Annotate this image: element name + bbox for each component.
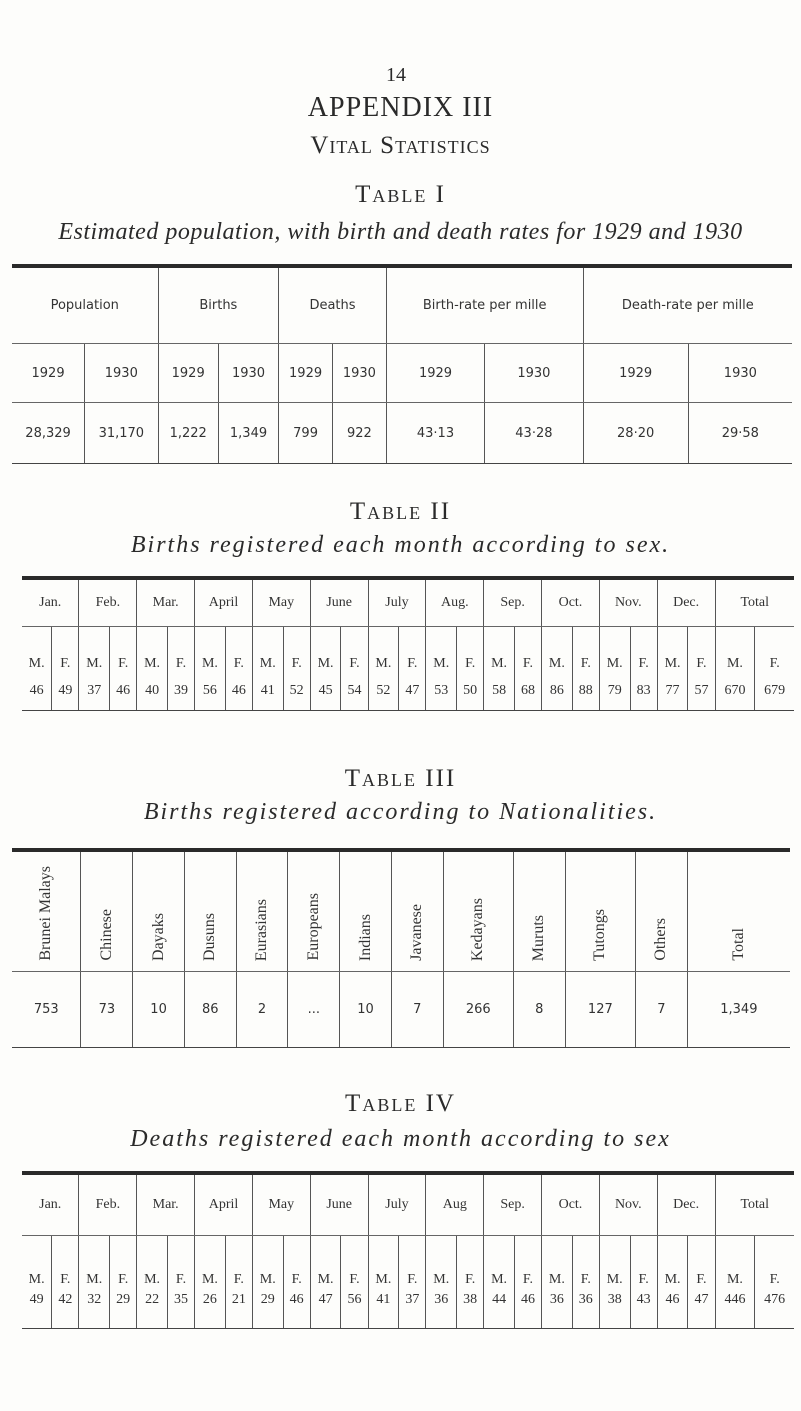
sex-header: M. xyxy=(28,1272,45,1287)
sex-header: M. xyxy=(542,1236,573,1289)
sex-header: F. xyxy=(688,1236,715,1289)
table-cell: 46 xyxy=(283,1288,310,1329)
month-header: July xyxy=(368,1173,426,1236)
nationality-label: Muruts xyxy=(530,914,548,961)
table-cell: 44 xyxy=(484,1288,515,1329)
sex-header: M. xyxy=(368,627,399,673)
table-cell: ... xyxy=(288,972,340,1048)
table-cell: 1,349 xyxy=(218,403,278,464)
sex-header: M. xyxy=(195,1236,226,1289)
nationality-header xyxy=(636,850,688,972)
month-header: April xyxy=(195,1173,253,1236)
table-cell: 49 xyxy=(52,672,79,711)
month-header: Sep. xyxy=(484,578,542,627)
sex-header: F. xyxy=(283,627,310,673)
sex-header: M. xyxy=(484,1236,515,1289)
table-cell: 1,349 xyxy=(687,972,790,1048)
table-cell: 476 xyxy=(755,1288,794,1329)
table-cell: 37 xyxy=(399,1288,426,1329)
group-header: Population xyxy=(12,266,158,344)
year-header: 1930 xyxy=(85,344,158,403)
table-cell: 29·58 xyxy=(688,403,792,464)
table-cell: 47 xyxy=(310,1288,341,1329)
table-cell: 26 xyxy=(195,1288,226,1329)
nationality-header xyxy=(687,850,790,972)
table-cell: 86 xyxy=(542,672,573,711)
month-header: Total xyxy=(715,1173,794,1236)
month-header: April xyxy=(195,578,253,627)
sex-header: M. xyxy=(599,627,630,673)
nationality-header xyxy=(288,850,340,972)
table-cell: 46 xyxy=(110,672,137,711)
month-header: July xyxy=(368,578,426,627)
table3-title: Table III xyxy=(344,765,457,792)
sex-header: M. xyxy=(79,1236,110,1289)
sex-header: M. xyxy=(137,627,168,673)
sex-header: M. xyxy=(252,627,283,673)
table-cell: 42 xyxy=(52,1288,79,1329)
sex-header: F. xyxy=(630,1236,657,1289)
table-cell: 50 xyxy=(457,672,484,711)
sex-header: F. xyxy=(225,1236,252,1289)
table-cell: 68 xyxy=(514,672,541,711)
group-header: Deaths xyxy=(279,266,387,344)
sex-header: M. xyxy=(252,1236,283,1289)
table-cell: 43·13 xyxy=(386,403,484,464)
sex-header: F. xyxy=(688,627,715,673)
table1-title: Table I xyxy=(355,181,446,208)
sex-header: M. xyxy=(310,1236,341,1289)
month-header: Sep. xyxy=(484,1173,542,1236)
year-header: 1929 xyxy=(12,344,85,403)
table-cell: 52 xyxy=(283,672,310,711)
table-cell: 77 xyxy=(657,672,688,711)
sex-header: F. xyxy=(283,1236,310,1289)
year-header: 1929 xyxy=(279,344,333,403)
nationality-label: Chinese xyxy=(97,909,115,961)
year-header: 1930 xyxy=(485,344,583,403)
sex-header: M. xyxy=(657,627,688,673)
nationality-label: Eurasians xyxy=(253,898,271,961)
table-cell: 10 xyxy=(133,972,185,1048)
table-cell: 47 xyxy=(399,672,426,711)
table-cell: 28·20 xyxy=(583,403,688,464)
table-cell: 43 xyxy=(630,1288,657,1329)
sex-header: M. xyxy=(426,627,457,673)
table-cell: 46 xyxy=(22,672,52,711)
table-cell: 670 xyxy=(715,672,755,711)
table2-caption: Births registered each month according to sex. xyxy=(130,532,671,558)
table-cell: 43·28 xyxy=(485,403,583,464)
table-cell: 58 xyxy=(484,672,515,711)
sex-header: M. xyxy=(368,1236,399,1289)
sex-header: F. xyxy=(341,1236,368,1289)
table-cell: 54 xyxy=(341,672,368,711)
nationality-label: Brunei Malays xyxy=(37,866,55,961)
deaths-by-month-table xyxy=(22,1171,794,1329)
sex-header: M. xyxy=(542,627,573,673)
month-header: June xyxy=(310,1173,368,1236)
nationality-label: Kedayans xyxy=(469,897,487,961)
month-header: May xyxy=(252,578,310,627)
table-cell: 35 xyxy=(167,1288,194,1329)
month-header: June xyxy=(310,578,368,627)
table-cell: 8 xyxy=(513,972,565,1048)
month-header: Jan. xyxy=(22,1173,79,1236)
month-header: May xyxy=(252,1173,310,1236)
table-cell: 10 xyxy=(340,972,392,1048)
nationality-header xyxy=(565,850,635,972)
table-cell: 57 xyxy=(688,672,715,711)
table3-caption: Births registered according to Nationalities. xyxy=(143,799,658,825)
table2-title: Table II xyxy=(349,498,452,525)
nationality-header xyxy=(236,850,288,972)
sex-header: F. xyxy=(755,627,794,673)
sex-header: F. xyxy=(167,1236,194,1289)
table-cell: 922 xyxy=(332,403,386,464)
nationality-header xyxy=(443,850,513,972)
month-header: Mar. xyxy=(137,578,195,627)
table-cell: 47 xyxy=(688,1288,715,1329)
year-header: 1929 xyxy=(158,344,218,403)
sex-header: F. xyxy=(630,627,657,673)
year-header: 1929 xyxy=(583,344,688,403)
nationality-header xyxy=(391,850,443,972)
table-cell: 29 xyxy=(110,1288,137,1329)
sex-header: F. xyxy=(572,627,599,673)
sex-header: M. xyxy=(426,1236,457,1289)
sex-header: F. xyxy=(457,1236,484,1289)
sex-header: F. xyxy=(399,627,426,673)
sex-header: F. xyxy=(110,1236,137,1289)
table-cell: 7 xyxy=(391,972,443,1048)
month-header: Feb. xyxy=(79,1173,137,1236)
sex-header: M. xyxy=(657,1236,688,1289)
sex-header: F. xyxy=(572,1236,599,1289)
table-cell: 39 xyxy=(167,672,194,711)
sex-header: F. xyxy=(52,627,79,673)
month-header: Oct. xyxy=(542,1173,600,1236)
table-cell: 36 xyxy=(426,1288,457,1329)
table-cell: 79 xyxy=(599,672,630,711)
sex-header: F. xyxy=(514,1236,541,1289)
table-cell: 83 xyxy=(630,672,657,711)
sex-header: M. xyxy=(715,1236,755,1289)
table4-title: Table IV xyxy=(345,1090,456,1117)
sex-header: M. xyxy=(137,1236,168,1289)
sex-header: M. xyxy=(28,656,45,671)
sex-header: F. xyxy=(514,627,541,673)
nationality-label: Dayaks xyxy=(149,913,167,961)
month-header: Aug. xyxy=(426,578,484,627)
table-cell: 49 xyxy=(22,1288,52,1329)
table-cell: 73 xyxy=(81,972,133,1048)
nationality-label: Dusuns xyxy=(201,912,219,961)
table-cell: 7 xyxy=(636,972,688,1048)
table4-caption: Deaths registered each month according to sex xyxy=(130,1126,671,1152)
month-header: Mar. xyxy=(137,1173,195,1236)
month-header: Aug xyxy=(426,1173,484,1236)
births-by-month-table xyxy=(22,576,794,711)
sex-header: M. xyxy=(599,1236,630,1289)
table-cell: 46 xyxy=(514,1288,541,1329)
sex-header: F. xyxy=(225,627,252,673)
month-header: Oct. xyxy=(542,578,600,627)
table-cell: 28,329 xyxy=(12,403,85,464)
table-cell: 36 xyxy=(572,1288,599,1329)
table-cell: 56 xyxy=(341,1288,368,1329)
nationality-header xyxy=(184,850,236,972)
group-header: Death-rate per mille xyxy=(583,266,792,344)
table-cell: 1,222 xyxy=(158,403,218,464)
sex-header: F. xyxy=(341,627,368,673)
table-cell: 40 xyxy=(137,672,168,711)
table-cell: 2 xyxy=(236,972,288,1048)
table-cell: 21 xyxy=(225,1288,252,1329)
table-cell: 56 xyxy=(195,672,226,711)
table-cell: 45 xyxy=(310,672,341,711)
sex-header: F. xyxy=(399,1236,426,1289)
sex-header: F. xyxy=(755,1236,794,1289)
table-cell: 38 xyxy=(599,1288,630,1329)
table-cell: 41 xyxy=(252,672,283,711)
nationality-label: Indians xyxy=(356,913,374,961)
table-cell: 679 xyxy=(755,672,794,711)
table-cell: 46 xyxy=(657,1288,688,1329)
births-by-nationality-table xyxy=(12,848,790,1048)
table1-caption: Estimated population, with birth and death rates for 1929 and 1930 xyxy=(58,219,743,245)
table-cell: 799 xyxy=(279,403,333,464)
nationality-label: Europeans xyxy=(304,893,322,961)
table-cell: 36 xyxy=(542,1288,573,1329)
table-cell: 266 xyxy=(443,972,513,1048)
table-cell: 41 xyxy=(368,1288,399,1329)
sex-header: M. xyxy=(310,627,341,673)
year-header: 1930 xyxy=(218,344,278,403)
table-cell: 22 xyxy=(137,1288,168,1329)
nationality-header xyxy=(12,850,81,972)
table-cell: 52 xyxy=(368,672,399,711)
table-cell: 31,170 xyxy=(85,403,158,464)
sex-header: M. xyxy=(195,627,226,673)
sex-header: F. xyxy=(52,1236,79,1289)
year-header: 1929 xyxy=(386,344,484,403)
table-cell: 32 xyxy=(79,1288,110,1329)
month-header: Dec. xyxy=(657,1173,715,1236)
nationality-header xyxy=(513,850,565,972)
table-cell: 38 xyxy=(457,1288,484,1329)
month-header: Total xyxy=(715,578,794,627)
table-cell: 37 xyxy=(79,672,110,711)
table-cell: 53 xyxy=(426,672,457,711)
nationality-header xyxy=(340,850,392,972)
month-header: Nov. xyxy=(599,1173,657,1236)
group-header: Birth-rate per mille xyxy=(386,266,583,344)
population-table xyxy=(12,264,792,464)
sex-header: F. xyxy=(167,627,194,673)
sex-header: M. xyxy=(79,627,110,673)
page-number: 14 xyxy=(386,64,406,86)
sex-header: M. xyxy=(484,627,515,673)
nationality-label: Others xyxy=(652,918,670,961)
table-cell: 753 xyxy=(12,972,81,1048)
table-cell: 46 xyxy=(225,672,252,711)
appendix-title: APPENDIX III xyxy=(307,92,494,123)
month-header: Nov. xyxy=(599,578,657,627)
month-header: Jan. xyxy=(22,578,79,627)
table-cell: 29 xyxy=(252,1288,283,1329)
nationality-label: Total xyxy=(729,928,747,961)
year-header: 1930 xyxy=(688,344,792,403)
sex-header: M. xyxy=(715,627,755,673)
nationality-label: Tutongs xyxy=(591,909,609,961)
month-header: Dec. xyxy=(657,578,715,627)
table-cell: 86 xyxy=(184,972,236,1048)
nationality-header xyxy=(133,850,185,972)
table-cell: 88 xyxy=(572,672,599,711)
table-cell: 446 xyxy=(715,1288,755,1329)
group-header: Births xyxy=(158,266,279,344)
section-title: Vital Statistics xyxy=(310,132,491,159)
sex-header: F. xyxy=(457,627,484,673)
year-header: 1930 xyxy=(332,344,386,403)
nationality-label: Javanese xyxy=(408,904,426,961)
month-header: Feb. xyxy=(79,578,137,627)
nationality-header xyxy=(81,850,133,972)
sex-header: F. xyxy=(110,627,137,673)
table-cell: 127 xyxy=(565,972,635,1048)
